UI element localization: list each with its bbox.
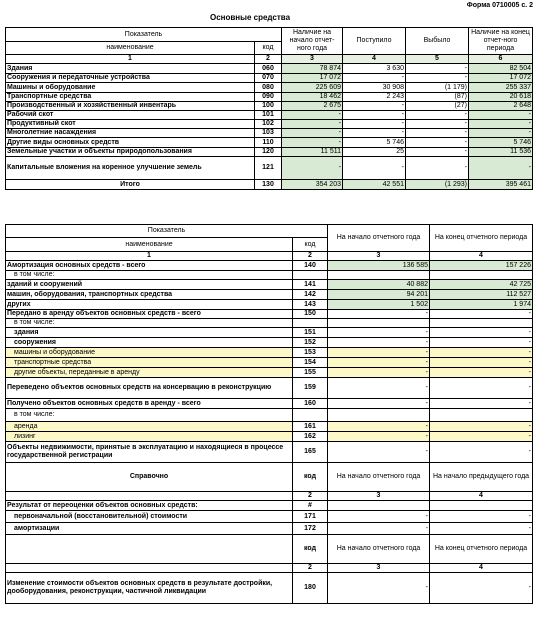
table-row bbox=[6, 102, 533, 111]
table-row bbox=[6, 442, 533, 463]
row-end: 1 974 bbox=[430, 300, 533, 310]
row-code: 143 bbox=[293, 300, 328, 310]
column-number: 6 bbox=[469, 55, 533, 64]
row-in: - bbox=[343, 129, 406, 138]
column-number: 5 bbox=[406, 55, 469, 64]
row-name: Изменение стоимости объектов основных средств в результате достройки, дооборудования, реконструкции, частичной ликвидации bbox=[6, 573, 293, 604]
row-name: Многолетние насаждения bbox=[6, 129, 255, 138]
row-start: - bbox=[282, 138, 343, 148]
table-row bbox=[6, 271, 533, 280]
total-in: 42 551 bbox=[343, 180, 406, 190]
row-code: 152 bbox=[293, 338, 328, 348]
row-code bbox=[293, 409, 328, 422]
table-row bbox=[6, 573, 533, 604]
row-end: 82 504 bbox=[469, 64, 533, 74]
table-row bbox=[6, 129, 533, 138]
row-name: Капитальные вложения на коренное улучшение земель bbox=[6, 157, 255, 180]
row-start bbox=[328, 271, 430, 280]
row-code: 162 bbox=[293, 432, 328, 442]
row-code: 171 bbox=[293, 511, 328, 523]
header-end: На конец отчетного периода bbox=[430, 225, 533, 252]
row-name: Здания bbox=[6, 64, 255, 74]
row-in: 30 908 bbox=[343, 83, 406, 93]
row-in: - bbox=[343, 120, 406, 129]
row-start: 18 462 bbox=[282, 93, 343, 102]
column-number: 1 bbox=[6, 55, 255, 64]
row-end: - bbox=[430, 573, 533, 604]
row-start bbox=[328, 409, 430, 422]
row-name: Другие виды основных средств bbox=[6, 138, 255, 148]
row-code: 160 bbox=[293, 399, 328, 409]
row-name: амортизации bbox=[6, 523, 293, 535]
row-start: 136 585 bbox=[328, 261, 430, 271]
row-start: - bbox=[328, 358, 430, 368]
row-start: - bbox=[282, 111, 343, 120]
column-number: 4 bbox=[430, 564, 533, 573]
row-code: 161 bbox=[293, 422, 328, 432]
row-name: машины и оборудование bbox=[6, 348, 293, 358]
row-out: (27) bbox=[406, 102, 469, 111]
row-in: - bbox=[343, 102, 406, 111]
row-end bbox=[430, 501, 533, 511]
table-row bbox=[6, 338, 533, 348]
row-name: Производственный и хозяйственный инвентарь bbox=[6, 102, 255, 111]
row-out: - bbox=[406, 129, 469, 138]
depreciation-table bbox=[5, 224, 533, 604]
row-end: - bbox=[469, 157, 533, 180]
row-start: - bbox=[282, 157, 343, 180]
row-code: 180 bbox=[293, 573, 328, 604]
total-code: 130 bbox=[255, 180, 282, 190]
row-code: 120 bbox=[255, 148, 282, 157]
total-end: 395 461 bbox=[469, 180, 533, 190]
row-code bbox=[293, 271, 328, 280]
row-end: - bbox=[430, 399, 533, 409]
row-code: 100 bbox=[255, 102, 282, 111]
row-start: - bbox=[328, 573, 430, 604]
row-end: 11 536 bbox=[469, 148, 533, 157]
row-end: 255 337 bbox=[469, 83, 533, 93]
header-blank bbox=[6, 535, 293, 564]
row-name: первоначальной (восстановительной) стоимости bbox=[6, 511, 293, 523]
row-start: - bbox=[328, 328, 430, 338]
header-start: Наличие на начало отчет-ного года bbox=[282, 28, 343, 55]
row-name: Транспортные средства bbox=[6, 93, 255, 102]
row-code: 151 bbox=[293, 328, 328, 338]
row-start: 40 882 bbox=[328, 280, 430, 290]
table-row bbox=[6, 290, 533, 300]
row-name: Продуктивный скот bbox=[6, 120, 255, 129]
row-in: 25 bbox=[343, 148, 406, 157]
header-code: код bbox=[255, 42, 282, 55]
column-number-row bbox=[6, 492, 533, 501]
header-row bbox=[6, 463, 533, 492]
row-in: - bbox=[343, 157, 406, 180]
table-row bbox=[6, 300, 533, 310]
table-row bbox=[6, 111, 533, 120]
row-start: 78 874 bbox=[282, 64, 343, 74]
row-out: - bbox=[406, 148, 469, 157]
row-end: - bbox=[469, 120, 533, 129]
incl-label: в том числе: bbox=[6, 271, 293, 280]
header-code: код bbox=[293, 238, 328, 252]
row-end: 112 527 bbox=[430, 290, 533, 300]
reval-name: Результат от переоценки объектов основных средств: bbox=[6, 501, 293, 511]
reval-code: # bbox=[293, 501, 328, 511]
row-name: другие объекты, переданные в аренду bbox=[6, 368, 293, 378]
table-row bbox=[6, 422, 533, 432]
row-out: (1 179) bbox=[406, 83, 469, 93]
table-row bbox=[6, 319, 533, 328]
row-in: 5 746 bbox=[343, 138, 406, 148]
table-row bbox=[6, 148, 533, 157]
table-row bbox=[6, 83, 533, 93]
row-end bbox=[430, 409, 533, 422]
row-code: 102 bbox=[255, 120, 282, 129]
header-code: код bbox=[293, 463, 328, 492]
table-row bbox=[6, 378, 533, 399]
row-start: 17 072 bbox=[282, 74, 343, 83]
row-end: - bbox=[430, 310, 533, 319]
table-row bbox=[6, 74, 533, 83]
row-end: - bbox=[430, 511, 533, 523]
table-row bbox=[6, 120, 533, 129]
row-end: 17 072 bbox=[469, 74, 533, 83]
row-name: Машины и оборудование bbox=[6, 83, 255, 93]
table-row bbox=[6, 280, 533, 290]
total-row bbox=[6, 180, 533, 190]
row-end: - bbox=[430, 358, 533, 368]
column-number: 4 bbox=[430, 492, 533, 501]
column-number-row bbox=[6, 252, 533, 261]
row-code: 121 bbox=[255, 157, 282, 180]
table-row bbox=[6, 64, 533, 74]
total-out: (1 293) bbox=[406, 180, 469, 190]
row-end: - bbox=[430, 432, 533, 442]
row-end: 20 618 bbox=[469, 93, 533, 102]
row-out: - bbox=[406, 111, 469, 120]
row-start: - bbox=[328, 378, 430, 399]
column-number: 3 bbox=[328, 252, 430, 261]
row-end: - bbox=[430, 328, 533, 338]
row-start bbox=[328, 501, 430, 511]
row-start: - bbox=[328, 523, 430, 535]
row-start: - bbox=[328, 511, 430, 523]
row-code: 153 bbox=[293, 348, 328, 358]
row-out: - bbox=[406, 74, 469, 83]
table-row bbox=[6, 310, 533, 319]
row-end: - bbox=[430, 348, 533, 358]
header-prev: На начало предыдущего года bbox=[430, 463, 533, 492]
row-end: - bbox=[469, 129, 533, 138]
header-code: код bbox=[293, 535, 328, 564]
row-code: 101 bbox=[255, 111, 282, 120]
column-number: 2 bbox=[293, 252, 328, 261]
row-start bbox=[328, 319, 430, 328]
row-name: Сооружения и передаточные устройства bbox=[6, 74, 255, 83]
row-name: зданий и сооружений bbox=[6, 280, 293, 290]
row-start: - bbox=[328, 422, 430, 432]
row-start: 94 201 bbox=[328, 290, 430, 300]
row-start: - bbox=[328, 348, 430, 358]
row-in: - bbox=[343, 74, 406, 83]
column-number: 2 bbox=[293, 492, 328, 501]
row-code: 080 bbox=[255, 83, 282, 93]
row-name: машин, оборудования, транспортных средства bbox=[6, 290, 293, 300]
table-row bbox=[6, 157, 533, 180]
row-end bbox=[430, 271, 533, 280]
row-out: - bbox=[406, 157, 469, 180]
row-code: 172 bbox=[293, 523, 328, 535]
row-end: 2 648 bbox=[469, 102, 533, 111]
total-start: 354 203 bbox=[282, 180, 343, 190]
table-row bbox=[6, 348, 533, 358]
table-row bbox=[6, 501, 533, 511]
table-row bbox=[6, 328, 533, 338]
header-indicator: Показатель bbox=[6, 225, 328, 238]
row-end: - bbox=[430, 378, 533, 399]
row-name: Переведено объектов основных средств на консервацию в реконструкцию bbox=[6, 378, 293, 399]
header-start: На начало отчетного года bbox=[328, 535, 430, 564]
row-name: лизинг bbox=[6, 432, 293, 442]
row-code: 140 bbox=[293, 261, 328, 271]
header-name: наименование bbox=[6, 238, 293, 252]
row-code: 090 bbox=[255, 93, 282, 102]
table-row bbox=[6, 399, 533, 409]
page-title: Основные средства bbox=[210, 13, 291, 22]
row-code: 110 bbox=[255, 138, 282, 148]
column-number: 4 bbox=[343, 55, 406, 64]
header-indicator: Показатель bbox=[6, 28, 282, 42]
row-name: сооружения bbox=[6, 338, 293, 348]
row-name: Передано в аренду объектов основных средств - всего bbox=[6, 310, 293, 319]
incl-label: в том числе: bbox=[6, 409, 293, 422]
table-row bbox=[6, 511, 533, 523]
column-number: 4 bbox=[430, 252, 533, 261]
row-end: - bbox=[430, 368, 533, 378]
column-number-row bbox=[6, 564, 533, 573]
header-row bbox=[6, 225, 533, 238]
row-code: 155 bbox=[293, 368, 328, 378]
column-number-row bbox=[6, 55, 533, 64]
row-code: 103 bbox=[255, 129, 282, 138]
header-reference: Справочно bbox=[6, 463, 293, 492]
row-end: - bbox=[430, 442, 533, 463]
row-out: - bbox=[406, 120, 469, 129]
row-name: здания bbox=[6, 328, 293, 338]
header-end: На конец отчетного периода bbox=[430, 535, 533, 564]
row-code: 070 bbox=[255, 74, 282, 83]
row-end: - bbox=[430, 523, 533, 535]
table-row bbox=[6, 432, 533, 442]
column-number: 1 bbox=[6, 252, 293, 261]
row-end: - bbox=[469, 111, 533, 120]
row-start: - bbox=[328, 310, 430, 319]
row-start: - bbox=[328, 442, 430, 463]
header-start: На начало отчетного года bbox=[328, 463, 430, 492]
table-row bbox=[6, 368, 533, 378]
row-end: 42 725 bbox=[430, 280, 533, 290]
row-end bbox=[430, 319, 533, 328]
header-end: Наличие на конец отчет-ного периода bbox=[469, 28, 533, 55]
row-out: (87) bbox=[406, 93, 469, 102]
row-name: Земельные участки и объекты природопользования bbox=[6, 148, 255, 157]
row-code: 150 bbox=[293, 310, 328, 319]
column-number bbox=[6, 492, 293, 501]
row-name: Рабочий скот bbox=[6, 111, 255, 120]
row-start: 11 511 bbox=[282, 148, 343, 157]
column-number: 3 bbox=[328, 564, 430, 573]
row-name: Амортизация основных средств - всего bbox=[6, 261, 293, 271]
row-end: 157 226 bbox=[430, 261, 533, 271]
row-code: 142 bbox=[293, 290, 328, 300]
header-row bbox=[6, 535, 533, 564]
row-end: - bbox=[430, 422, 533, 432]
row-code: 159 bbox=[293, 378, 328, 399]
header-name: наименование bbox=[6, 42, 255, 55]
row-code: 165 bbox=[293, 442, 328, 463]
row-name: транспортные средства bbox=[6, 358, 293, 368]
form-code: Форма 0710005 с. 2 bbox=[466, 2, 533, 9]
row-start: - bbox=[282, 129, 343, 138]
table-row bbox=[6, 93, 533, 102]
row-start: 225 609 bbox=[282, 83, 343, 93]
row-in: 2 243 bbox=[343, 93, 406, 102]
column-number: 2 bbox=[293, 564, 328, 573]
row-out: - bbox=[406, 64, 469, 74]
row-out: - bbox=[406, 138, 469, 148]
column-number: 2 bbox=[255, 55, 282, 64]
row-start: - bbox=[328, 432, 430, 442]
row-code: 154 bbox=[293, 358, 328, 368]
incl-label: в том числе: bbox=[6, 319, 293, 328]
row-name: аренда bbox=[6, 422, 293, 432]
table-row bbox=[6, 261, 533, 271]
row-start: - bbox=[328, 399, 430, 409]
row-in: 3 630 bbox=[343, 64, 406, 74]
row-code: 060 bbox=[255, 64, 282, 74]
row-start: - bbox=[328, 338, 430, 348]
fixed-assets-table bbox=[5, 27, 533, 190]
row-start: 1 502 bbox=[328, 300, 430, 310]
table-row bbox=[6, 409, 533, 422]
row-start: - bbox=[328, 368, 430, 378]
header-start: На начало отчетного года bbox=[328, 225, 430, 252]
table-row bbox=[6, 358, 533, 368]
row-name: других bbox=[6, 300, 293, 310]
row-name: Объекты недвижимости, принятые в эксплуатацию и находящиеся в процессе государственной регистрации bbox=[6, 442, 293, 463]
header-in: Поступило bbox=[343, 28, 406, 55]
table-row bbox=[6, 523, 533, 535]
table-row bbox=[6, 138, 533, 148]
total-name: Итого bbox=[6, 180, 255, 190]
column-number: 3 bbox=[282, 55, 343, 64]
column-number bbox=[6, 564, 293, 573]
row-code bbox=[293, 319, 328, 328]
row-end: - bbox=[430, 338, 533, 348]
row-end: 5 746 bbox=[469, 138, 533, 148]
row-start: 2 675 bbox=[282, 102, 343, 111]
row-name: Получено объектов основных средств в аренду - всего bbox=[6, 399, 293, 409]
row-code: 141 bbox=[293, 280, 328, 290]
row-start: - bbox=[282, 120, 343, 129]
column-number: 3 bbox=[328, 492, 430, 501]
row-in: - bbox=[343, 111, 406, 120]
header-out: Выбыло bbox=[406, 28, 469, 55]
